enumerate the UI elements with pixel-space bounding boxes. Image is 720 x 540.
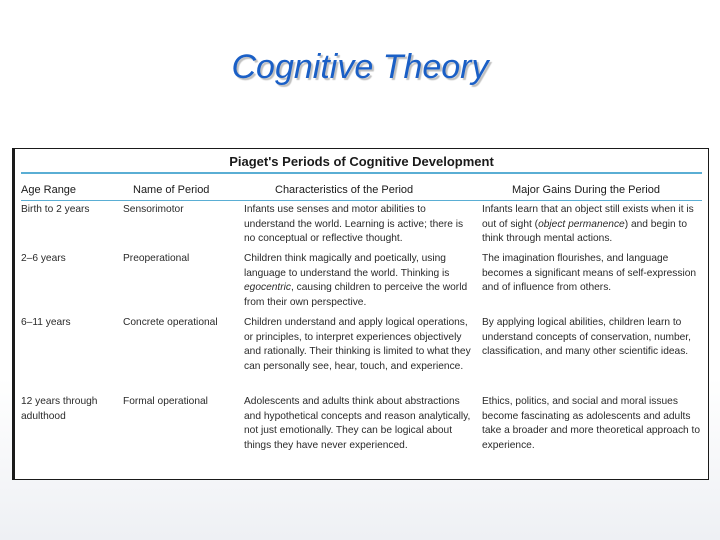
row1-characteristics: Infants use senses and motor abilities to understand the world. Learning is active; there is no conceptual or reflective thought. (244, 204, 464, 245)
row1-gains: Infants learn that an object still exists when it is out of sight (object permanence) and begin to think through mental actions. (482, 204, 694, 245)
table-title: Piaget's Periods of Cognitive Development (229, 154, 494, 169)
row2-age: 2–6 years (21, 253, 66, 264)
header-age-range: Age Range (21, 184, 77, 196)
header-name-of-period: Name of Period (133, 184, 210, 196)
row3-characteristics: Children understand and apply logical operations, or principles, to interpret experiences objectively and rationally. Their thinking is limited to what they can personally see, hear, touch, and experience. (244, 317, 471, 372)
emphasized-term: egocentric (244, 282, 292, 294)
row3-gains: By applying logical abilities, children learn to understand concepts of conservation, number, classification, and many other scientific ideas. (482, 317, 691, 358)
row2-gains: The imagination flourishes, and language becomes a significant means of self-expression and of influence from others. (482, 253, 697, 294)
row1-name: Sensorimotor (123, 204, 184, 215)
piaget-table-figure (12, 148, 709, 480)
row2-characteristics: Children think magically and poetically, using language to understand the world. Thinking is egocentric, causing children to perceive the world from their own perspective. (244, 253, 468, 308)
row4-gains: Ethics, politics, and social and moral issues become fascinating as adolescents and adults take a broader and more theoretical approach to experience. (482, 396, 701, 451)
row1-age: Birth to 2 years (21, 204, 90, 215)
header-rule (21, 200, 702, 201)
row4-age: 12 years through adulthood (21, 396, 98, 422)
table-top-rule (21, 172, 702, 174)
row3-age: 6–11 years (21, 317, 71, 328)
emphasized-term: object permanence (538, 218, 625, 230)
slide-title: Cognitive Theory (231, 48, 489, 86)
row2-name: Preoperational (123, 253, 190, 264)
header-major-gains: Major Gains During the Period (512, 184, 660, 196)
row3-name: Concrete operational (123, 317, 218, 328)
row4-name: Formal operational (123, 396, 208, 407)
row4-characteristics: Adolescents and adults think about abstractions and hypothetical concepts and reason analytically, not just emotionally. They can be logical about things they have never experienced. (244, 396, 471, 451)
header-characteristics: Characteristics of the Period (275, 184, 414, 196)
